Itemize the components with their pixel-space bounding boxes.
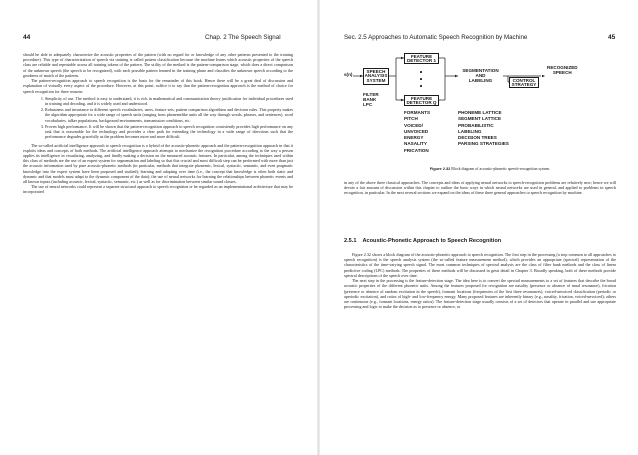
right-section-header: Sec. 2.5 Approaches to Automatic Speech Recognition by Machine <box>344 34 528 41</box>
analysis-methods-list: FILTER BANK LPC <box>363 92 379 107</box>
left-paragraph-2: The pattern-recognition approach to speech recognition is the basis for the remainder of this book. Hence there will be a great deal of discussion and explanation of virtually every aspect of the procedure. However, at this point, suffice it to say that the pattern-recognition approach is the method of choice for speech recognition for three reasons: <box>23 78 293 94</box>
left-page-number: 44 <box>23 34 31 41</box>
right-paragraph-1: in any of the above three classical approaches. The concepts and ideas of applying neural networks to speech-recognition problems are relatively new; hence we will devote a fair amount of discussion within this chapter to outline the basic ways in which neural networks are used in general, and applied to problems in speech recognition, in particular. In the next several sections we expand on the ideas of these three general approaches to speech recognition by machine. <box>344 180 616 196</box>
control-strategy-box: CONTROL STRATEGY <box>509 77 539 88</box>
right-page <box>319 0 638 455</box>
figure-caption <box>355 166 625 171</box>
right-paragraph-2: Figure 2.32 shows a block diagram of the acoustic-phonetic approach to speech recognition. The first step in the processing (a step common to all approaches to speech recognition) is the speech analysis system (the so-called feature measurement method), which provides an appropriate (spectral) representation of the characteristics of the time-varying speech signal. The most common techniques of spectral analysis are the class of filter bank methods and the class of linear predictive coding (LPC) methods. The properties of these methods will be discussed in great detail in Chapter 3. Broadly speaking, both of these methods provide spectral descriptions of the speech over time. <box>344 252 616 278</box>
left-chapter-header: Chap. 2 The Speech Signal <box>205 34 281 41</box>
left-paragraph-3: The so-called artificial intelligence approach to speech recognition is a hybrid of the acoustic-phonetic approach and the pattern-recognition approach in that it exploits ideas and concepts of both methods. The artificial intelligence approach attempts to mechanize the recognition procedure according to the way a person applies its intelligence in visualizing, analyzing, and finally making a decision on the measured acoustic features. In particular, among the techniques used within this class of methods are the use of an expert system for segmentation and labeling so that this crucial and most difficult step can be performed with more than just the acoustic information used by pure acoustic-phonetic methods (in particular, methods that integrate phonemic, lexical, syntactic, semantic, and even pragmatic knowledge into the expert system have been proposed and studied); learning and adapting over time (i.e., the concept that knowledge is often both static and dynamic and that models must adapt to the dynamic component of the data); the use of neural networks for learning the relationships between phonetic events and all known inputs (including acoustic, lexical, syntactic, semantic, etc.) as well as for discrimination between similar sound classes. <box>23 142 293 185</box>
figure-caption-label: Figure 2.32 <box>429 166 451 171</box>
recognized-speech-label: RECOGNIZED SPEECH <box>547 65 578 75</box>
figure-2-32-block-diagram <box>341 52 631 162</box>
feature-detector-1-box: FEATURE DETECTOR 1 <box>404 53 439 64</box>
section-heading <box>344 238 507 244</box>
figure-caption-text: Block diagram of acoustic-phonetic speech-recognition system. <box>451 167 551 171</box>
features-list: FORMANTS PITCH VOICED/ UNVOICED ENERGY NASALITY FRICATION <box>404 110 431 153</box>
right-page-number: 45 <box>608 34 616 41</box>
input-signal-label: s(n) <box>344 72 353 77</box>
section-title: Acoustic-Phonetic Approach to Speech Recognition <box>362 238 502 244</box>
left-body <box>23 52 293 195</box>
section-number: 2.5.1 <box>344 238 357 244</box>
right-intro-text <box>344 180 616 196</box>
labeling-methods-list: PHONEME LATTICE SEGMENT LATTICE PROBABILISTIC LABELING DECISION TREES PARSING STRATEGIES <box>458 110 509 147</box>
reason-item: 1. Simplicity of use. The method is easy to understand, it is rich in mathematical and communication theory justification for individual procedures used in training and decoding, and it is widely used and understood. <box>45 96 293 106</box>
ellipsis-dot <box>420 78 422 80</box>
segmentation-labeling-box: SEGMENTATION AND LABELING <box>462 68 499 83</box>
reason-item: 3. Proven high performance. It will be shown that the pattern-recognition approach to speech recognition consistently provides high performance on any task that is reasonable for the technology and provides a clear path for extending the technology in a wide range of directions such that the performance degrades gracefully as the problem becomes more and more difficult. <box>45 124 293 140</box>
feature-detector-q-box: FEATURE DETECTOR Q <box>404 95 439 106</box>
speech-analysis-box: SPEECH ANALYSIS SYSTEM <box>364 68 388 84</box>
right-section-body <box>344 252 616 309</box>
reason-item: 2. Robustness and invariance to different speech vocabularies, users, feature sets, pattern comparison algorithms and decision rules. This property makes the algorithm appropriate for a wide range of speech units (ranging from phonemelike units all the way through words, phrases, and sentences), word vocabularies, talker populations, background environments, transmission conditions, etc. <box>45 107 293 123</box>
reasons-list <box>23 96 293 140</box>
ellipsis-dot <box>420 71 422 73</box>
left-paragraph-4: The use of neural networks could represent a separate structural approach to speech recognition or be regarded as an implementational architecture that may be incorporated <box>23 184 293 195</box>
ellipsis-dot <box>420 85 422 87</box>
left-paragraph-1: should be able to adequately characterize the acoustic properties of the pattern (with no regard for or knowledge of any other patterns presented to the training procedure). This type of characterization of speech via training is called pattern classification because the machine learns which acoustic properties of the speech class are reliable and repeatable across all training tokens of the pattern. The utility of the method is the pattern-comparison stage, which does a direct comparison of the unknown speech (the speech to be recognized), with each possible pattern learned in the training phase and classifies the unknown speech according to the goodness of match of the patterns. <box>23 52 293 78</box>
right-paragraph-3: The next step in the processing is the feature-detection stage. The idea here is to convert the spectral measurements to a set of features that describe the broad acoustic properties of the different phonetic units. Among the features proposed for recognition are nasality (presence or absence of nasal resonance), frication (presence or absence of random excitation in the speech), formant locations (frequencies of the first three resonances), voiced-unvoiced classification (periodic or aperiodic excitation), and ratios of high- and low-frequency energy. Many proposed features are inherently binary (e.g., nasality, frication, voiced-unvoiced); others are continuous (e.g., formant locations, energy ratios). The feature-detection stage usually consists of a set of detectors that operate in parallel and use appropriate processing and logic to make the decision as to presence or absence, or <box>344 278 616 310</box>
